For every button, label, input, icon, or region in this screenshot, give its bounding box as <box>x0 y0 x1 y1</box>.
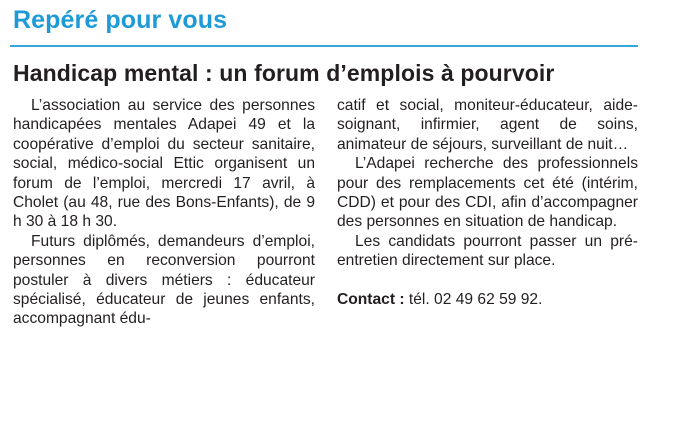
paragraph-intro: L’association au service des personnes handicapées mentales Adapei 49 et la coopérative d’emploi du secteur sanitaire, social, médico-social Ettic organisent un forum de l’emploi, mercredi 17 avril, à Cholet (au 48, rue des Bons-Enfants), de 9 h 30 à 18 h 30. <box>13 97 315 231</box>
section-divider <box>10 45 638 47</box>
paragraph-recruitment: L’Adapei recherche des professionnels pour des remplacements cet été (intérim, CDD) et pour des CDI, afin d’accompagner des personnes en situation de handicap. <box>337 155 638 231</box>
article-headline: Handicap mental : un forum d’emplois à pourvoir <box>13 60 555 86</box>
contact-label: Contact : <box>337 291 405 309</box>
contact-line <box>337 290 638 309</box>
paragraph-jobs-part1: Futurs diplômés, demandeurs d’emploi, personnes en reconversion pourront postuler à divers métiers : éducateur spécialisé, éducateur de jeunes enfants, accompagnant édu- <box>13 232 315 328</box>
section-label: Repéré pour vous <box>13 6 228 34</box>
paragraph-interview: Les candidats pourront passer un pré-entretien directement sur place. <box>337 232 638 270</box>
article-column-right <box>337 96 638 309</box>
contact-phone: tél. 02 49 62 59 92. <box>404 291 543 309</box>
article-column-left <box>13 96 315 329</box>
paragraph-jobs-part2: catif et social, moniteur-éducateur, aide-soignant, infirmier, agent de soins, animateur de séjours, surveillant de nuit… <box>337 97 638 153</box>
